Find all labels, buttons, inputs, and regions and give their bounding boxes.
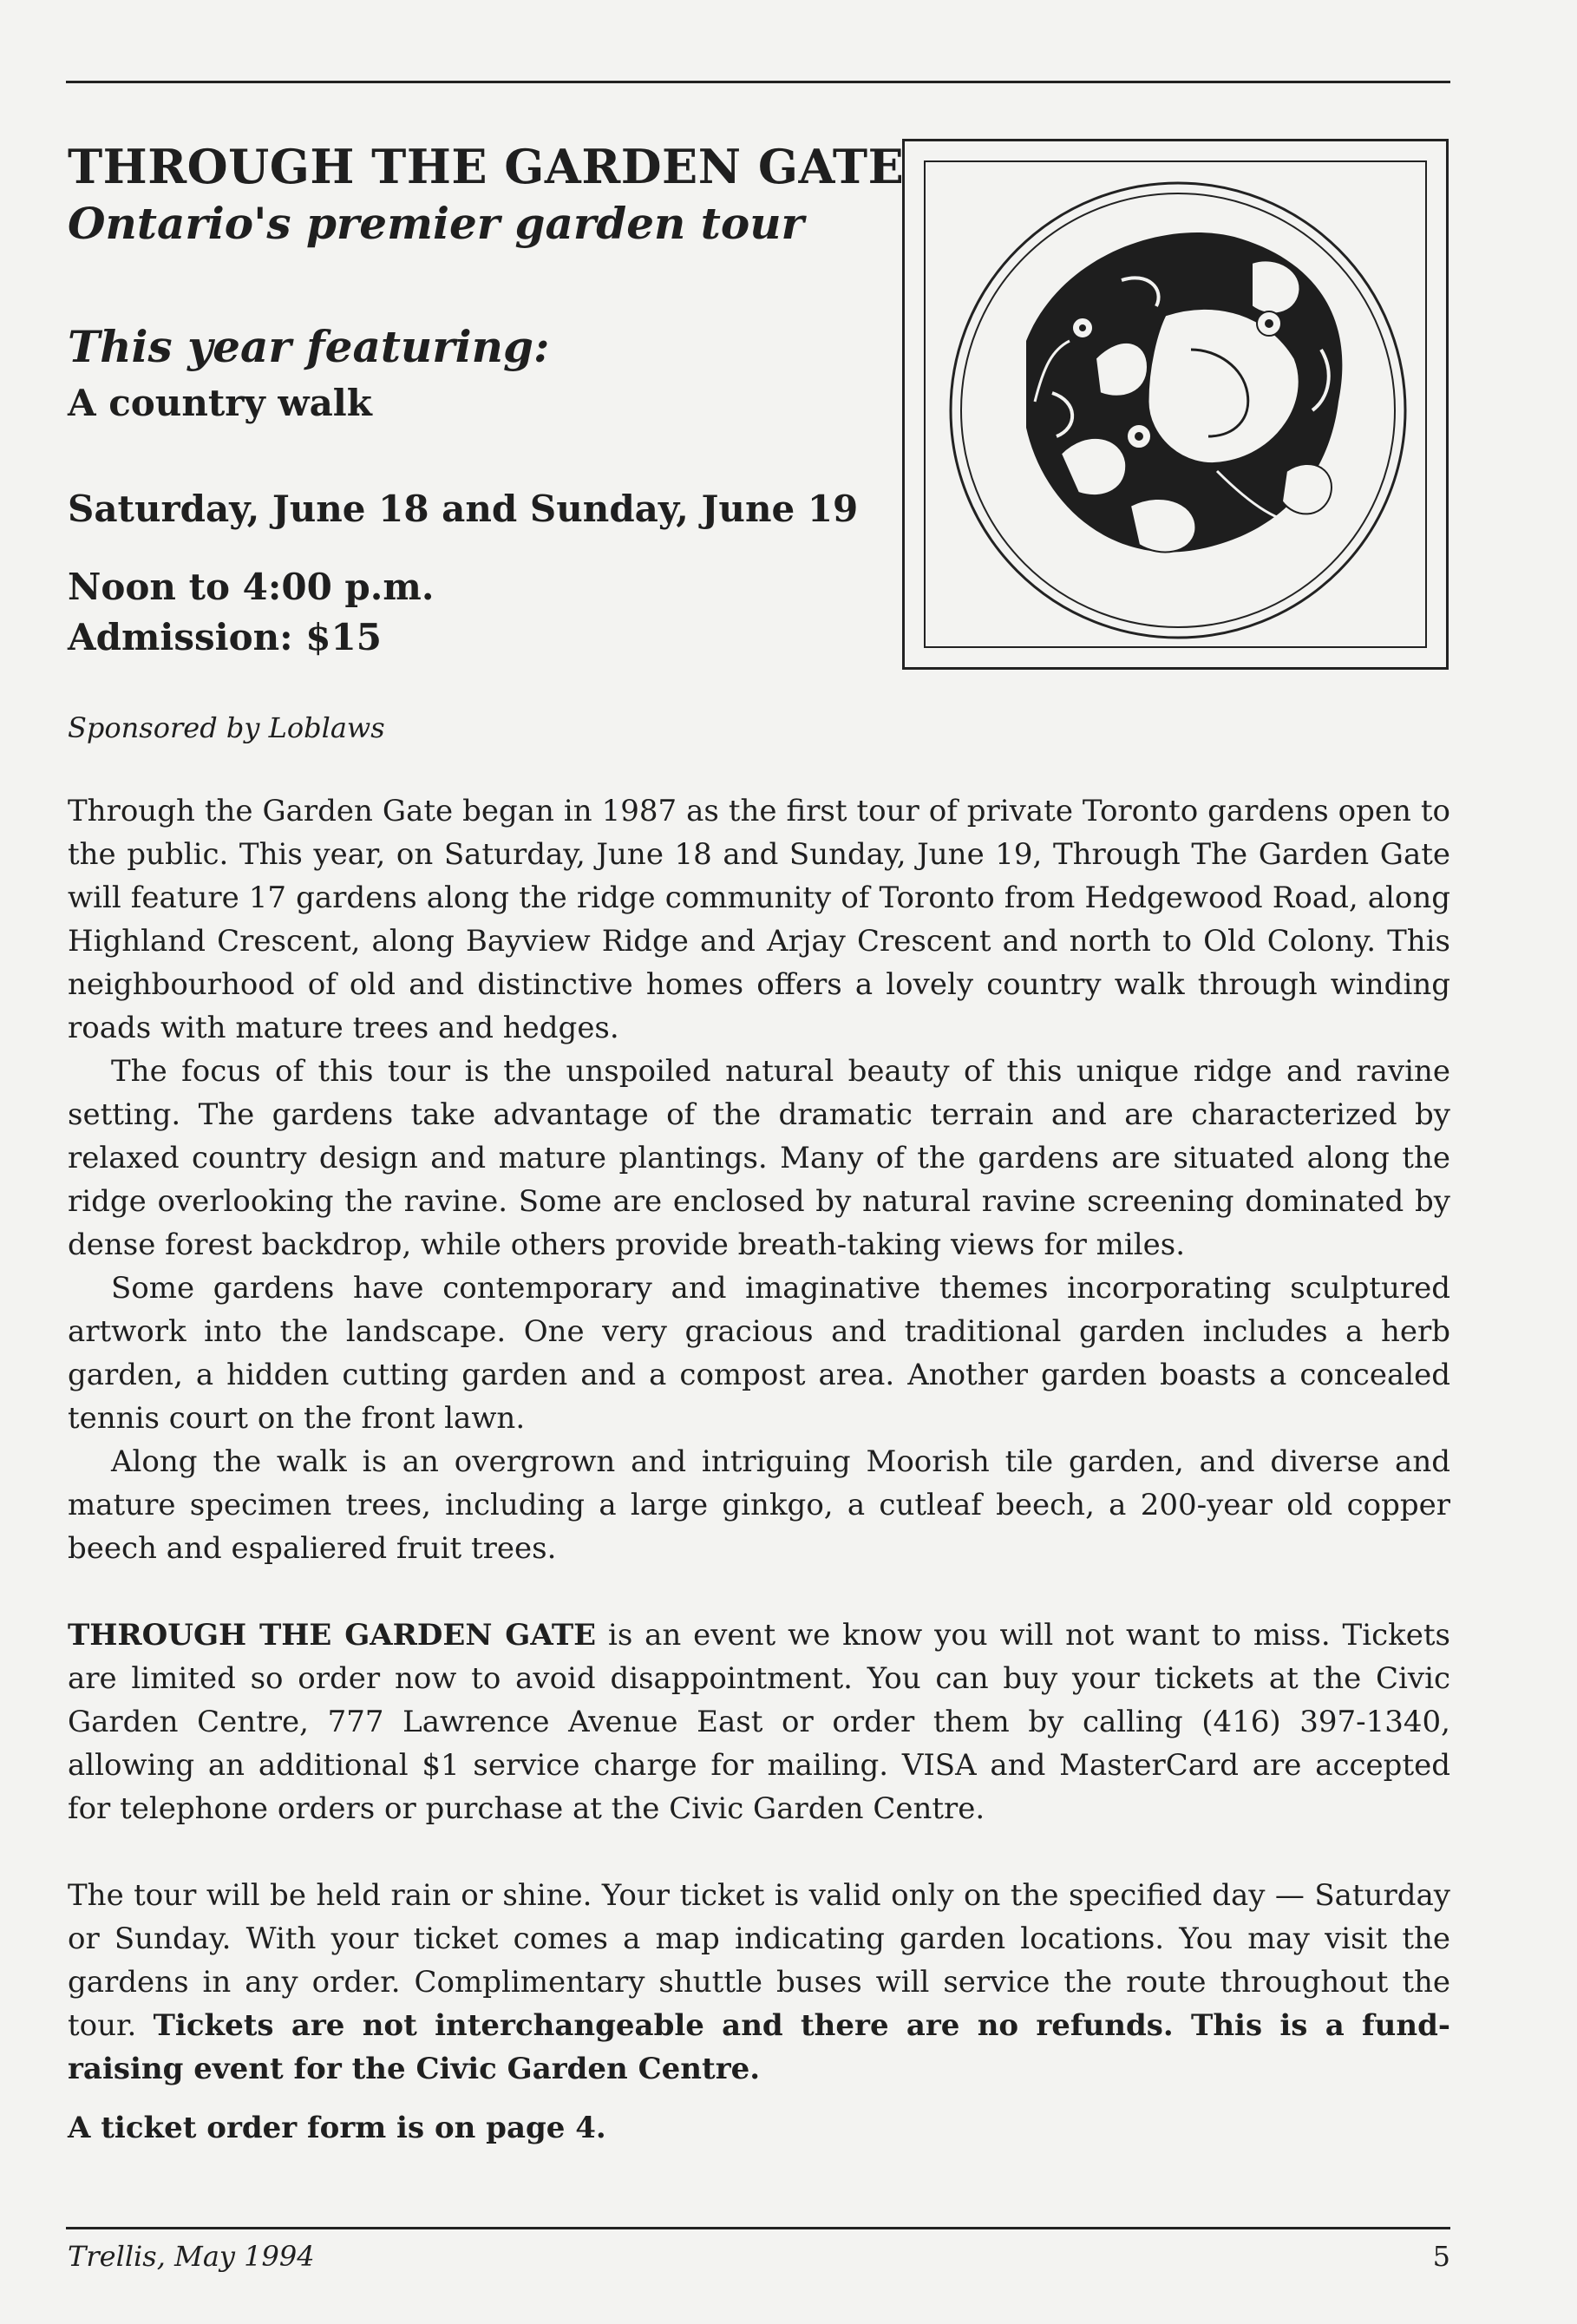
featuring-item: A country walk: [68, 382, 372, 424]
bottom-rule: [66, 2227, 1450, 2229]
article-body: [68, 789, 1450, 2150]
flower-roundel-icon: [905, 141, 1451, 672]
paragraph-walk: Along the walk is an overgrown and intriguing Moorish tile garden, and diverse and mature specimen trees, including a large ginkgo, a cutleaf beech, a 200-year old copper beech and espaliered fruit trees.: [68, 1444, 1450, 1566]
paragraph-tickets: [68, 1614, 1450, 1830]
paragraph-focus: The focus of this tour is the unspoiled natural beauty of this unique ridge and ravine setting. The gardens take advantage of the dramatic terrain and are characterized by relaxed country design and mature plantings. Many of the gardens are situated along the ridge overlooking the ravine. Some are enclosed by natural ravine screening dominated by dense forest backdrop, while others provide breath-taking views for miles.: [68, 1054, 1450, 1262]
event-admission: Admission: $15: [68, 616, 382, 658]
page-subtitle: Ontario's premier garden tour: [68, 198, 804, 249]
top-rule: [66, 81, 1450, 83]
order-form-note: A ticket order form is on page 4.: [68, 2111, 606, 2145]
event-name-emphasis: THROUGH THE GARDEN GATE: [68, 1618, 597, 1653]
paragraph-conditions: [68, 1874, 1450, 2091]
event-time: Noon to 4:00 p.m.: [68, 566, 435, 608]
garden-gate-illustration: [902, 139, 1449, 670]
footer-publication: Trellis, May 1994: [68, 2240, 315, 2273]
paragraph-themes: Some gardens have contemporary and imaginative themes incorporating sculptured artwork into the landscape. One very gracious and traditional garden includes a herb garden, a hidden cutting garden and a compost area. Another garden boasts a concealed tennis court on the front lawn.: [68, 1271, 1450, 1436]
event-sponsor: Sponsored by Loblaws: [68, 711, 385, 744]
conditions-emphasis: Tickets are not interchangeable and there are no refunds. This is a fund-raising event for the Civic Garden Centre.: [68, 2008, 1450, 2086]
conditions-text: The tour will be held rain or shine. Your ticket is valid only on the specified day — Saturday or Sunday. With your ticket comes a map indicating garden locations. You may visit the gardens in any order. Complimentary shuttle buses will service the route throughout the tour.: [68, 1878, 1450, 2043]
tickets-text: is an event we know you will not want to miss. Tickets are limited so order now to avoid disappointment. You can buy your tickets at the Civic Garden Centre, 777 Lawrence Avenue East or order them by calling (416) 397-1340, allowing an additional $1 service charge for mailing. VISA and MasterCard are accepted for telephone orders or purchase at the Civic Garden Centre.: [68, 1618, 1450, 1826]
featuring-heading: This year featuring:: [68, 321, 550, 372]
paragraph-history: Through the Garden Gate began in 1987 as the first tour of private Toronto gardens open to the public. This year, on Saturday, June 18 and Sunday, June 19, Through The Garden Gate will feature 17 gardens along the ridge community of Toronto from Hedgewood Road, along Highland Crescent, along Bayview Ridge and Arjay Crescent and north to Old Colony. This neighbourhood of old and distinctive homes offers a lovely country walk through winding roads with mature trees and hedges.: [68, 794, 1450, 1045]
page-title: THROUGH THE GARDEN GATE: [68, 139, 905, 194]
event-dates: Saturday, June 18 and Sunday, June 19: [68, 488, 859, 530]
footer-page-number: 5: [1432, 2240, 1450, 2273]
flower-pattern: [1026, 232, 1342, 552]
